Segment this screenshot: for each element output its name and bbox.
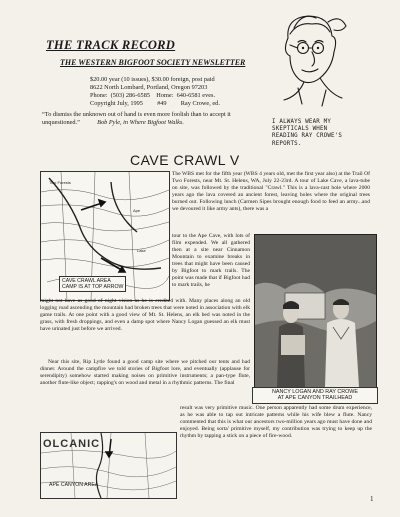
newsletter-subtitle: THE WESTERN BIGFOOT SOCIETY NEWSLETTER [60,58,246,67]
article-paragraph-1-right: The WBS met for the fifth year (WBS 4 years old, met the first year also) at the Trail Of Two Forests, near Mt. St. Helens, WA, July 22-23rd. A tour of Lake Cave, a lava-tube on site, was followed by the traditional "Crawl." This is a lava-cast hole where 2000 years ago the lava covered an ancient forest, leaving holes where the original trees burned out. Following lunch (Carmen Sipes brought enough food to feed an army...and we devoured it like army ants), there was a [172,171,370,212]
info-line-rates: $20.00 year (10 issues), $30.00 foreign, post paid [90,76,215,83]
ape-canyon-map [40,432,177,499]
article-paragraph-1-narrow: tour to the Ape Cave, with lots of film expended. We all gathered then at a site near Cinnamon Mountain to examine breaks in trees that might have been caused by Bigfoot to mark trails. The point was made that if Bigfoot had to mark trails, he [172,233,250,288]
newsletter-title: THE TRACK RECORD [46,38,176,52]
cave-crawl-map-label: CAVE CRAWL AREA CAMP IS AT TOP ARROW [59,276,126,292]
quote-text: “To dismiss the unknown out of hand is even more foolish than to accept it unquestioned.” [42,111,231,127]
photo-caption: NANCY LOGAN AND RAY CROWE AT APE CANYON TRAILHEAD [252,387,378,404]
article-paragraph-1-full: might not have as good of night vision as he is credited with. Many places along an old logging road ascending the mountain had broken trees that were noted in association with elk game trails. At one point with a good view of Mt. St. Helens, an elk bed was noted in the grass, with fresh droppings, and even a damp spot where Nancy Logan guessed an elk must have urinated just before we arrived. [40,298,250,332]
info-line-phone: Phone: (503) 286-6585 Home: 640-6581 eves. [90,92,216,99]
page-number: 1 [370,495,374,503]
quote-attribution: Bob Pyle, in Where Bigfoot Walks. [97,119,184,127]
svg-text:Lake: Lake [137,248,146,253]
svg-text:Ape: Ape [133,208,141,213]
trailhead-photo [254,234,377,398]
map-volcanic-word: OLCANIC [43,438,101,450]
article-headline: CAVE CRAWL V [130,152,240,168]
cartoon-caption: I ALWAYS WEAR MY SKEPTICALS WHEN READING RAY CROWE'S REPORTS. [272,119,343,147]
article-paragraph-2: Near this site, Rip Lytle found a good camp site where we pitched our tents and had dinner. Around the campfire we told stories of Bigfoot lore, and eventually (applause for serendipity) somehow started making noises on primitive instruments; a pan-type flute, another flute-like object; rapping's on wood and metal in a rhythmic patterns. The final [40,359,250,386]
ape-canyon-map-label: APE CANYON AREA [49,482,99,488]
info-line-address: 8622 North Lombard, Portland, Oregon 97203 [90,84,208,91]
skeptic-cartoon-illustration [268,8,350,113]
epigraph-quote [42,111,262,128]
cave-crawl-map [40,171,170,301]
svg-text:Two Forests: Two Forests [49,180,71,185]
article-paragraph-3: result was very primitive music. One person apparently had some drum experience, as he was able to tap out intricate patterns while his wife blew a flute. Nancy commented that this is what our ancestors two-million years ago must have done and enjoyed. Being sorta' primitive myself, my contribution was trying to keep up the rhythm by tapping a stick on a piece of fire-wood. [180,405,372,439]
info-line-copyright: Copyright July, 1995 #49 Ray Crowe, ed. [90,100,220,107]
trailhead-photo-graphic [255,235,376,397]
